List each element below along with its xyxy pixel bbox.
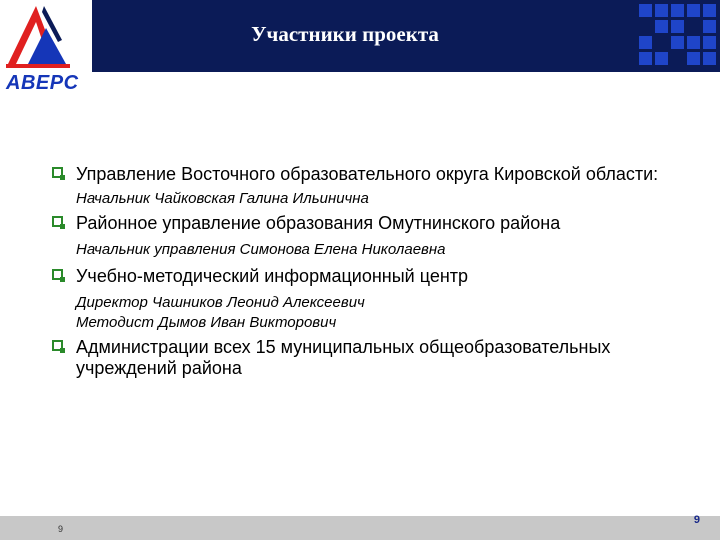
grid-square <box>703 52 716 65</box>
grid-square <box>655 20 668 33</box>
participants-list <box>52 164 692 379</box>
list-item <box>52 213 692 234</box>
grid-square <box>703 4 716 17</box>
checkbox-bullet-icon <box>52 269 63 280</box>
grid-square <box>639 4 652 17</box>
grid-square <box>655 52 668 65</box>
list-item-text: Администрации всех 15 муниципальных общеобразовательных учреждений района <box>76 337 611 378</box>
list-item <box>52 266 692 287</box>
grid-square <box>687 52 700 65</box>
grid-square <box>703 20 716 33</box>
list-item-text: Районное управление образования Омутнинского района <box>76 213 561 233</box>
header-band <box>0 0 720 72</box>
grid-square <box>639 36 652 49</box>
grid-square <box>671 20 684 33</box>
list-subitem: Начальник Чайковская Галина Ильинична <box>76 190 369 207</box>
checkbox-bullet-icon <box>52 167 63 178</box>
list-item <box>52 337 692 379</box>
page-number-right: 9 <box>693 514 700 526</box>
grid-square <box>671 4 684 17</box>
grid-square <box>687 4 700 17</box>
logo-triangle-icon <box>0 0 92 75</box>
page-number-left: 9 <box>58 524 64 534</box>
list-subitem: Методист Дымов Иван Викторович <box>76 314 337 331</box>
list-item-text: Управление Восточного образовательного округа Кировской области: <box>76 164 659 184</box>
decorative-grid <box>635 0 720 72</box>
checkbox-bullet-icon <box>52 216 63 227</box>
slide-title: Участники проекта <box>251 22 439 46</box>
list-subitem: Директор Чашников Леонид Алексеевич <box>76 294 365 311</box>
grid-square <box>671 36 684 49</box>
logo <box>0 0 92 100</box>
logo-text: АВЕРС <box>6 72 79 94</box>
list-item-text: Учебно-методический информационный центр <box>76 266 469 286</box>
grid-square <box>687 36 700 49</box>
grid-square <box>639 52 652 65</box>
grid-square <box>703 36 716 49</box>
list-subitem: Начальник управления Симонова Елена Николаевна <box>76 241 446 258</box>
footer-bar <box>0 516 720 540</box>
grid-square <box>655 4 668 17</box>
header-divider <box>0 72 720 75</box>
list-item <box>52 164 692 185</box>
checkbox-bullet-icon <box>52 340 63 351</box>
